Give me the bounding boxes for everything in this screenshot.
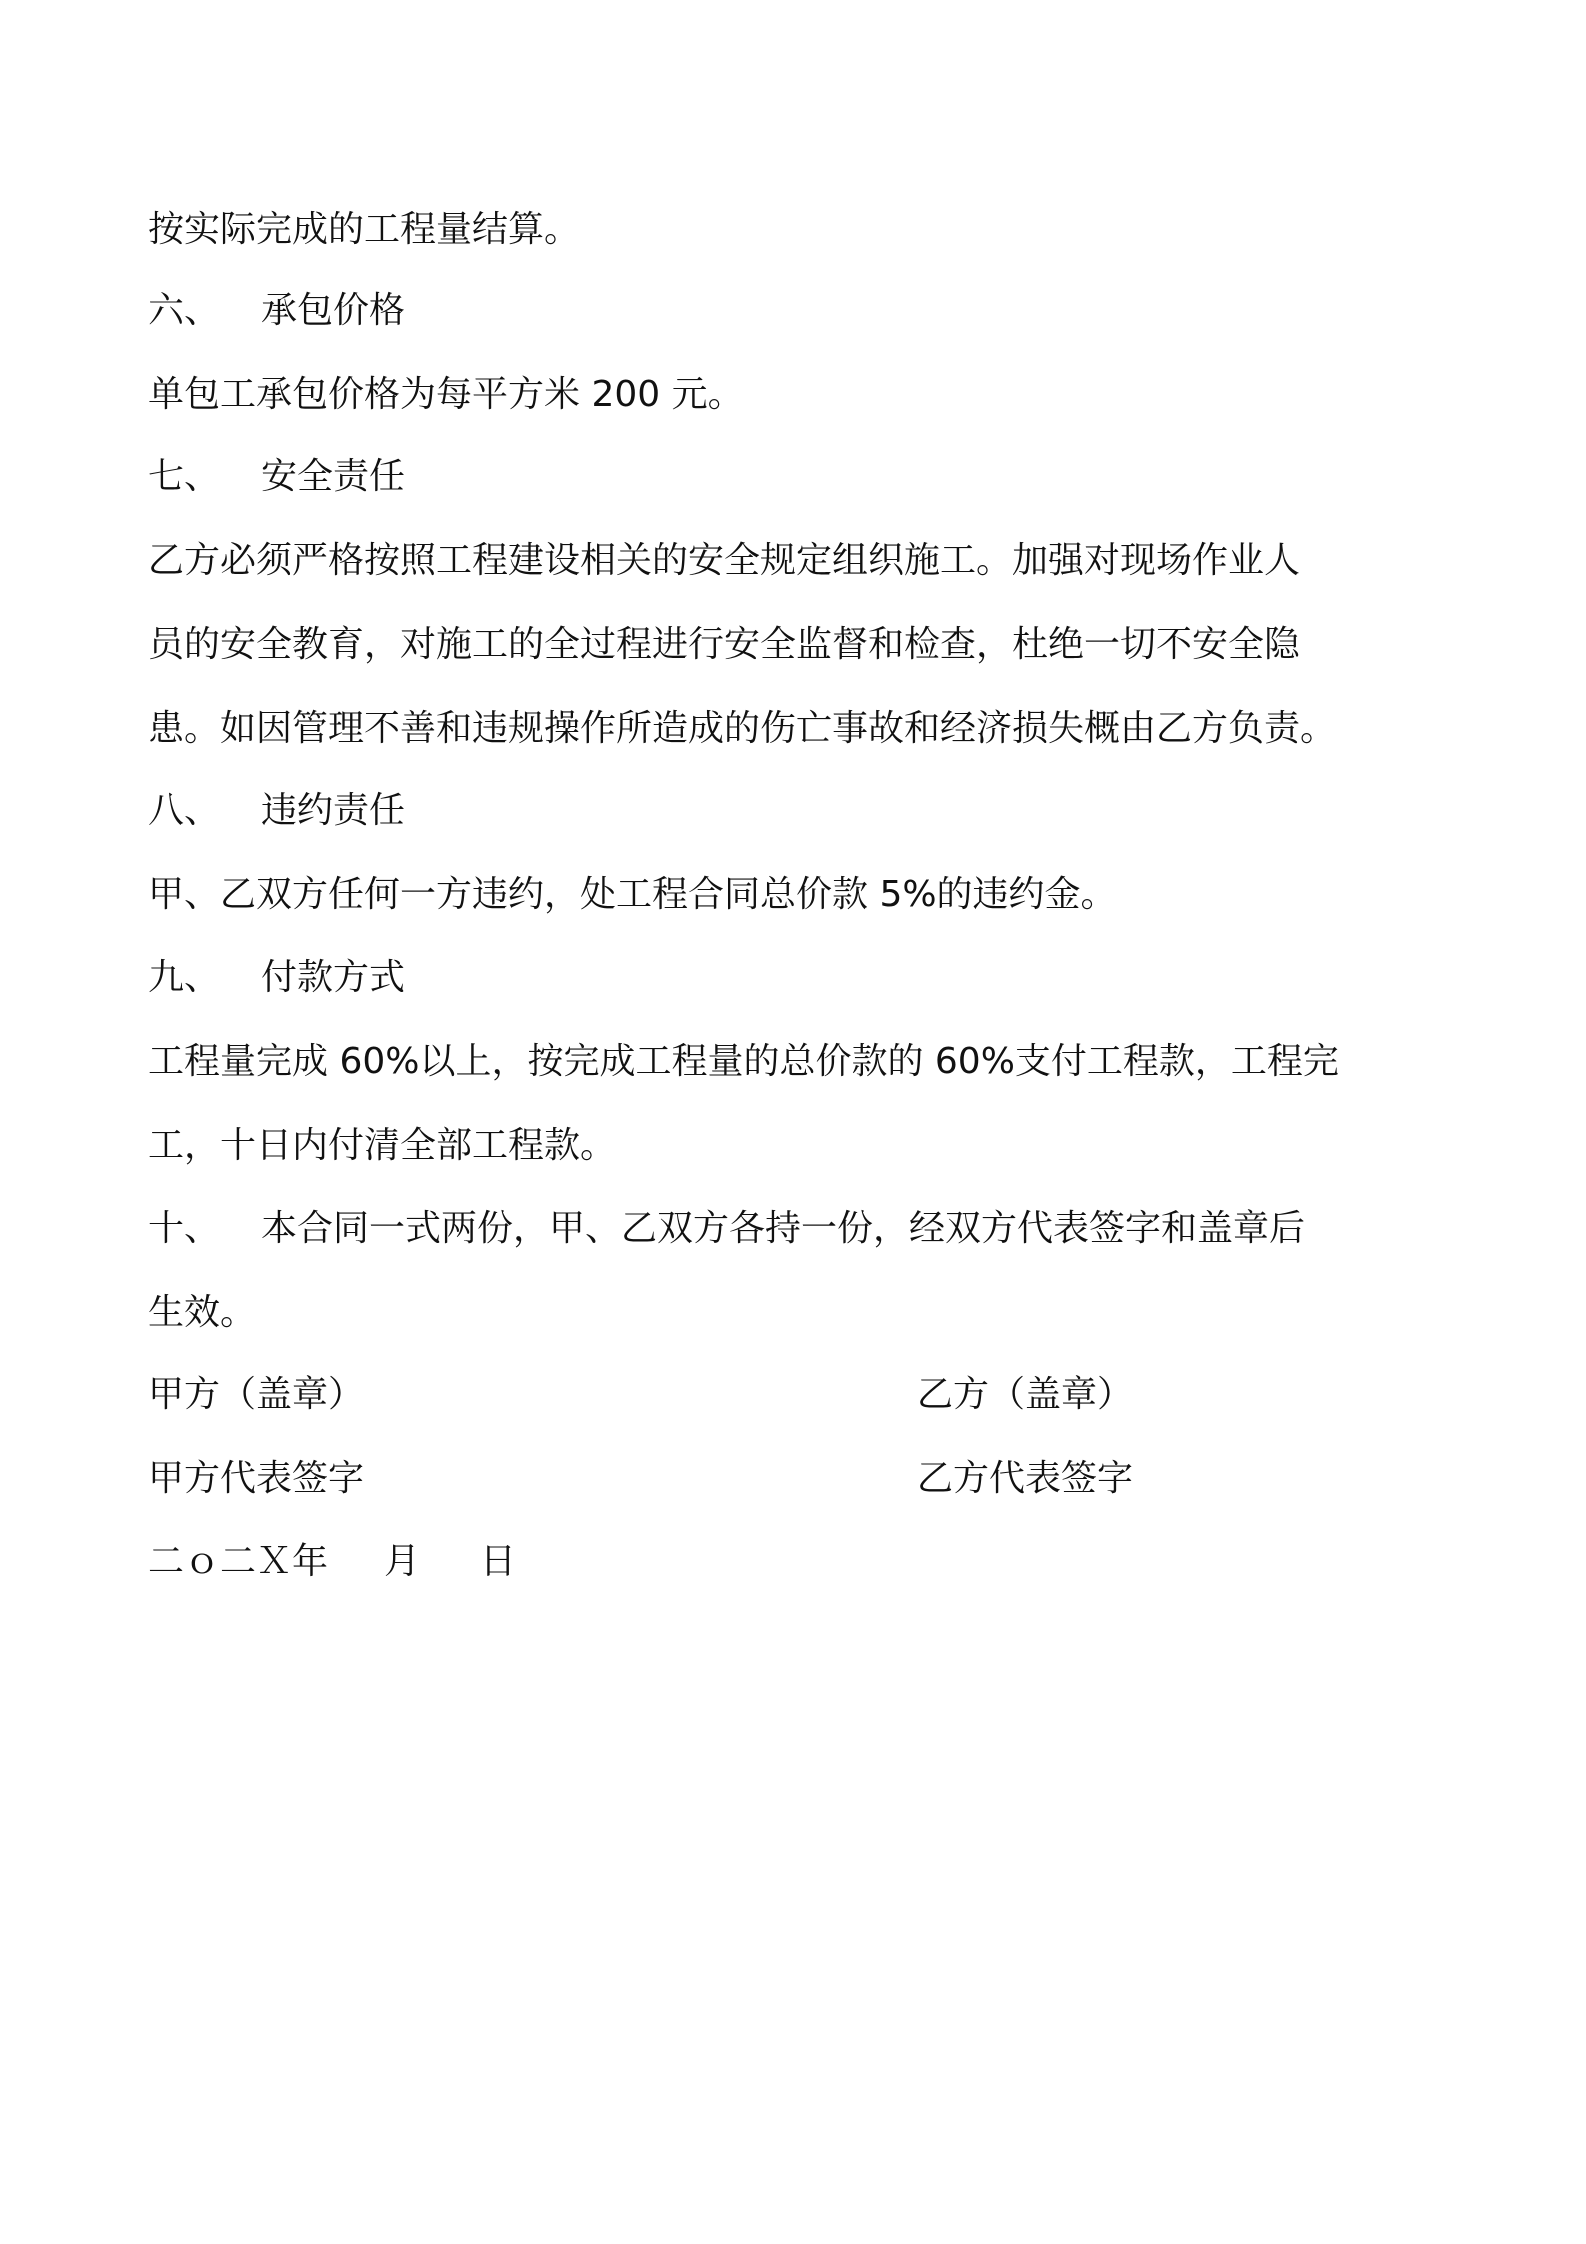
safety-text-line-2: 员的安全教育，对施工的全过程进行安全监督和检查，杜绝一切不安全隐	[148, 624, 1301, 665]
payment-text-line-1: 工程量完成 60%以上，按完成工程量的总价款的 60%支付工程款，工程完	[148, 1041, 1339, 1082]
party-a-representative-label: 甲方代表签字	[148, 1458, 365, 1499]
section-9-number: 九、	[148, 957, 221, 998]
party-a-seal-label: 甲方（盖章）	[148, 1374, 365, 1415]
date-month: 月	[384, 1541, 421, 1582]
section-6-heading	[148, 287, 405, 335]
section-9-heading	[148, 954, 405, 1002]
section-10-number: 十、	[148, 1208, 221, 1249]
section-10-text: 本合同一式两份，甲、乙双方各持一份，经双方代表签字和盖章后	[261, 1208, 1306, 1249]
section-8-number: 八、	[148, 790, 221, 831]
section-6-number: 六、	[148, 290, 221, 331]
section-7-number: 七、	[148, 456, 221, 497]
party-b-representative-label: 乙方代表签字	[917, 1458, 1134, 1499]
settlement-text: 按实际完成的工程量结算。	[148, 209, 581, 250]
breach-text: 甲、乙双方任何一方违约，处工程合同总价款 5%的违约金。	[148, 874, 1117, 915]
section-7-heading	[148, 453, 405, 501]
safety-text-line-1: 乙方必须严格按照工程建设相关的安全规定组织施工。加强对现场作业人	[148, 540, 1301, 581]
section-9-title: 付款方式	[261, 957, 406, 998]
price-text: 单包工承包价格为每平方米 200 元。	[148, 374, 744, 415]
payment-text-line-2: 工，十日内付清全部工程款。	[148, 1125, 617, 1166]
section-6-title: 承包价格	[261, 290, 406, 331]
safety-text-line-3: 患。如因管理不善和违规操作所造成的伤亡事故和经济损失概由乙方负责。	[148, 708, 1337, 749]
section-10-heading	[148, 1205, 1305, 1253]
effect-text-line-2: 生效。	[148, 1292, 257, 1333]
date-day: 日	[480, 1541, 517, 1582]
date-year: 二ｏ二Ｘ年	[148, 1541, 329, 1582]
section-8-heading	[148, 787, 405, 835]
date-line	[148, 1538, 516, 1586]
section-7-title: 安全责任	[261, 456, 406, 497]
party-b-seal-label: 乙方（盖章）	[917, 1374, 1134, 1415]
section-8-title: 违约责任	[261, 790, 406, 831]
